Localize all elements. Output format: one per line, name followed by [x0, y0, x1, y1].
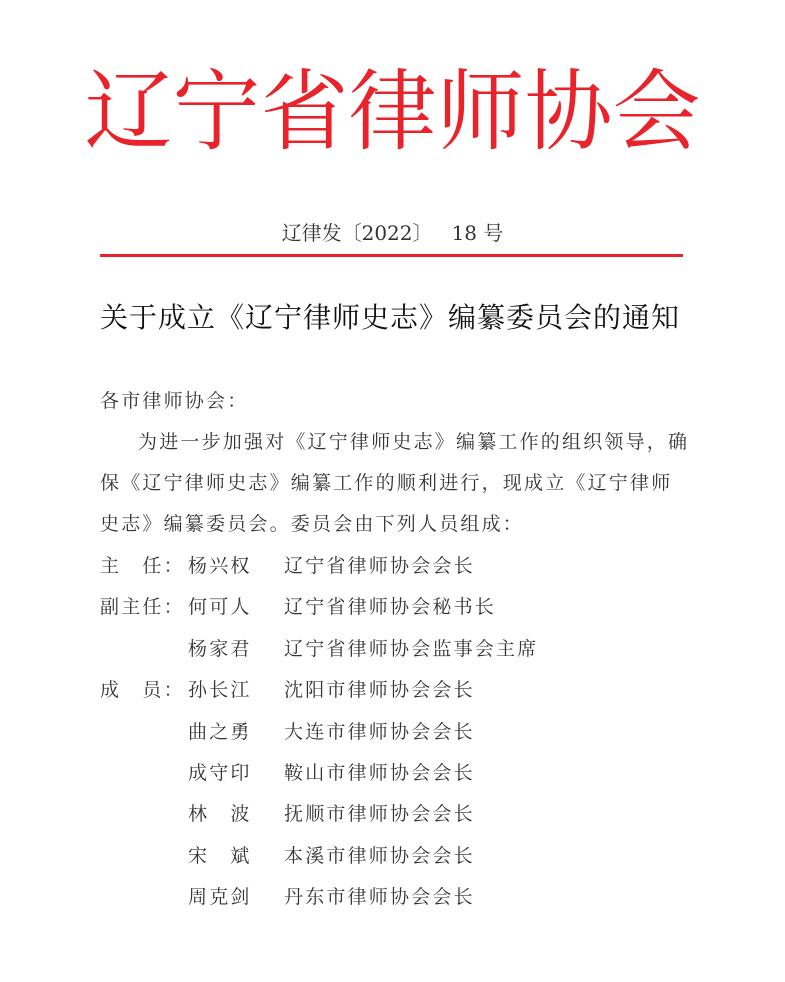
notice-title: 关于成立《辽宁律师史志》编纂委员会的通知	[100, 301, 681, 334]
member-name: 孙长江	[188, 679, 252, 702]
member-position: 抚顺市律师协会会长	[284, 803, 475, 826]
member-name: 曲之勇	[188, 720, 252, 743]
document-number: 辽律发〔2022〕 18 号	[281, 221, 504, 245]
member-role: 成 员：	[100, 679, 185, 702]
member-row	[100, 712, 700, 753]
member-row	[100, 753, 700, 794]
member-position: 辽宁省律师协会秘书长	[284, 596, 497, 619]
member-role: 主 任：	[100, 555, 185, 577]
member-name: 周克剑	[188, 886, 252, 909]
salutation: 各市律师协会：	[100, 390, 249, 412]
letterhead-divider	[100, 254, 683, 257]
member-row	[100, 629, 700, 670]
member-name: 成守印	[188, 761, 252, 784]
member-role: 副主任：	[100, 596, 185, 619]
member-name: 杨家君	[188, 637, 252, 660]
member-position: 辽宁省律师协会监事会主席	[284, 637, 539, 660]
member-position: 本溪市律师协会会长	[284, 844, 475, 867]
member-position: 鞍山市律师协会会长	[284, 761, 475, 784]
member-name: 杨兴权	[188, 555, 252, 577]
member-position: 大连市律师协会会长	[284, 720, 475, 743]
member-row	[100, 587, 700, 628]
org-letterhead-title: 辽宁省律师协会	[84, 60, 701, 163]
member-row	[100, 670, 700, 711]
member-name: 林 波	[188, 803, 252, 826]
member-name: 宋 斌	[188, 844, 252, 867]
member-list	[100, 546, 700, 919]
member-name: 何可人	[188, 596, 252, 619]
member-position: 丹东市律师协会会长	[284, 886, 475, 909]
member-row	[100, 794, 700, 835]
member-position: 辽宁省律师协会会长	[284, 555, 475, 577]
member-row	[100, 546, 700, 587]
body-paragraph: 为进一步加强对《辽宁律师史志》编纂工作的组织领导，确保《辽宁律师史志》编纂工作的顺利进行，现成立《辽宁律师史志》编纂委员会。委员会由下列人员组成：	[100, 431, 690, 535]
member-position: 沈阳市律师协会会长	[284, 679, 475, 702]
member-row	[100, 877, 700, 918]
member-row	[100, 836, 700, 877]
